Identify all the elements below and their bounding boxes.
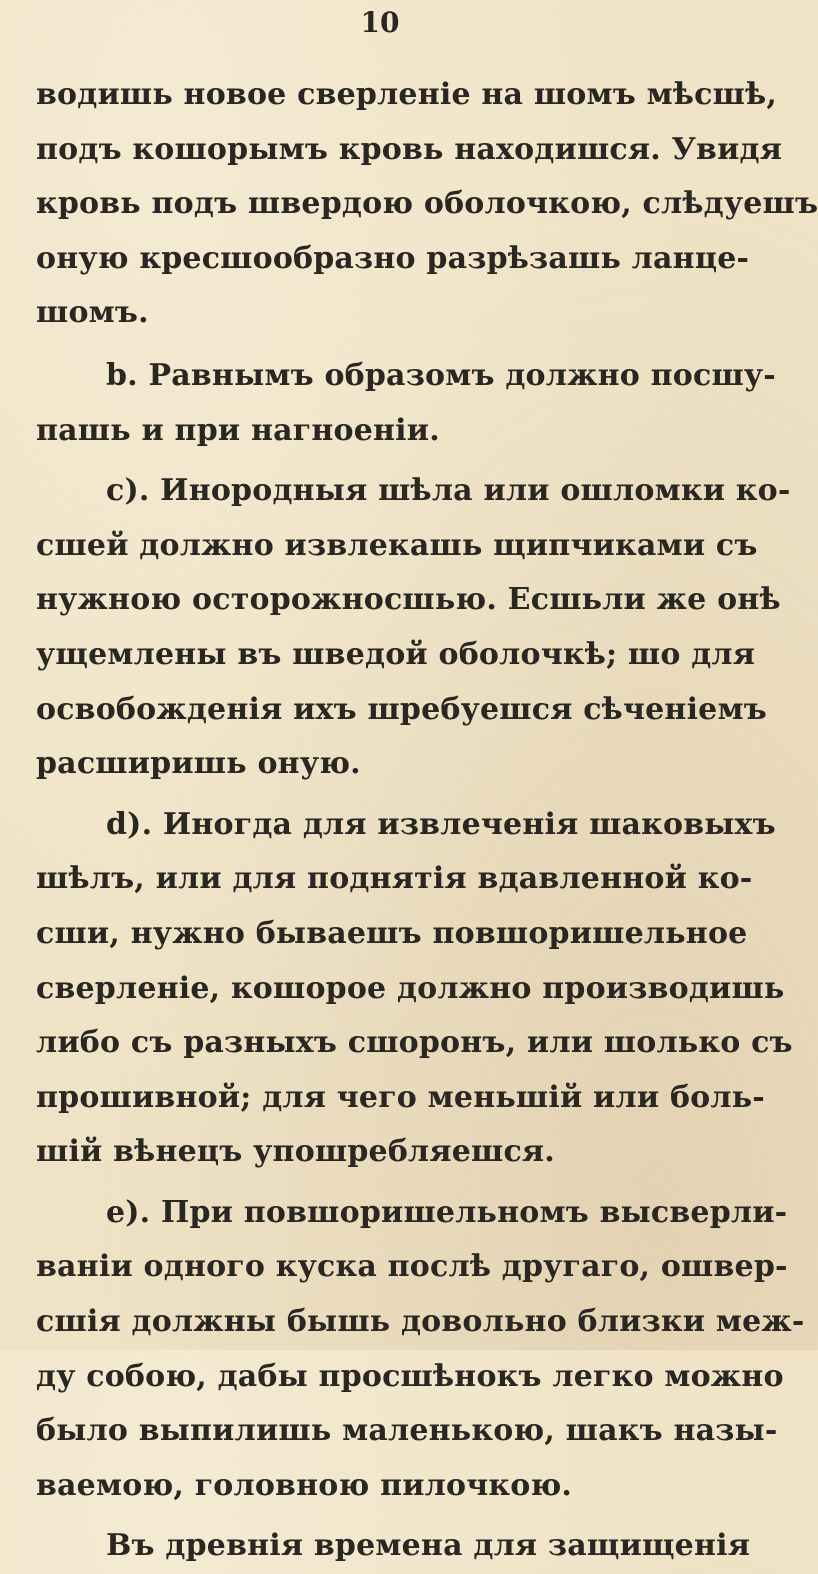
text-line: шомъ. xyxy=(36,295,149,331)
text-line: ваніи одного куска послѣ другаго, ошвер- xyxy=(36,1249,788,1285)
text-line: подъ кошорымъ кровь находишся. Увидя xyxy=(36,131,783,167)
text-line: освобожденія ихъ шребуешся сѣченіемъ xyxy=(36,691,767,727)
text-line: ущемлены въ шведой оболочкѣ; шо для xyxy=(36,636,756,672)
text-line: сши, нужно бываешъ повшоришельное xyxy=(36,915,748,951)
page-number: 10 xyxy=(360,6,400,39)
paragraph-b xyxy=(36,349,776,458)
text-line: либо съ разныхъ сшоронъ, или шолько съ xyxy=(36,1025,793,1061)
text-line: шій вѣнецъ упошребляешся. xyxy=(36,1134,555,1170)
text-line: ду собою, дабы просшѣнокъ легко можно xyxy=(36,1358,784,1394)
paragraph-ancient-times xyxy=(36,1519,751,1574)
text-line: шѣлъ, или для поднятія вдавленной ко- xyxy=(36,861,753,897)
text-line: d). Иногда для извлеченія шаковыхъ xyxy=(106,806,776,842)
text-line: расширишь оную. xyxy=(36,746,361,782)
text-line: сшія должны бышь довольно близки меж- xyxy=(36,1304,805,1340)
text-line: сшей должно извлекашь щипчиками съ xyxy=(36,527,758,563)
text-line: прошивной; для чего меньшій или боль- xyxy=(36,1079,765,1115)
text-line: b. Равнымъ образомъ должно посшу- xyxy=(106,357,776,393)
text-line: пашь и при нагноеніи. xyxy=(36,412,440,448)
body-text xyxy=(36,68,818,1574)
text-line: водишь новое сверленіе на шомъ мѣсшѣ, xyxy=(36,77,778,112)
text-line: ваемою, головною пилочкою. xyxy=(36,1467,573,1503)
paragraph-continuation xyxy=(36,68,818,341)
paragraph-c xyxy=(36,464,791,792)
text-line: кровь подъ швердою оболочкою, слѣдуешъ xyxy=(36,186,818,222)
text-line: Въ древнія времена для защищенія xyxy=(106,1528,751,1564)
text-line: нужною осторожносшью. Есшьли же онѣ xyxy=(36,582,781,618)
text-line: c). Инородныя шѣла или ошломки ко- xyxy=(106,473,791,509)
paragraph-d xyxy=(36,798,793,1180)
paragraph-e xyxy=(36,1186,805,1514)
text-line: e). При повшоришельномъ высверли- xyxy=(106,1194,788,1230)
text-line: сверленіе, кошорое должно производишь xyxy=(36,970,785,1006)
text-line: было выпилишь маленькою, шакъ назы- xyxy=(36,1413,778,1449)
text-line: оную кресшообразно разрѣзашь ланце- xyxy=(36,240,750,276)
